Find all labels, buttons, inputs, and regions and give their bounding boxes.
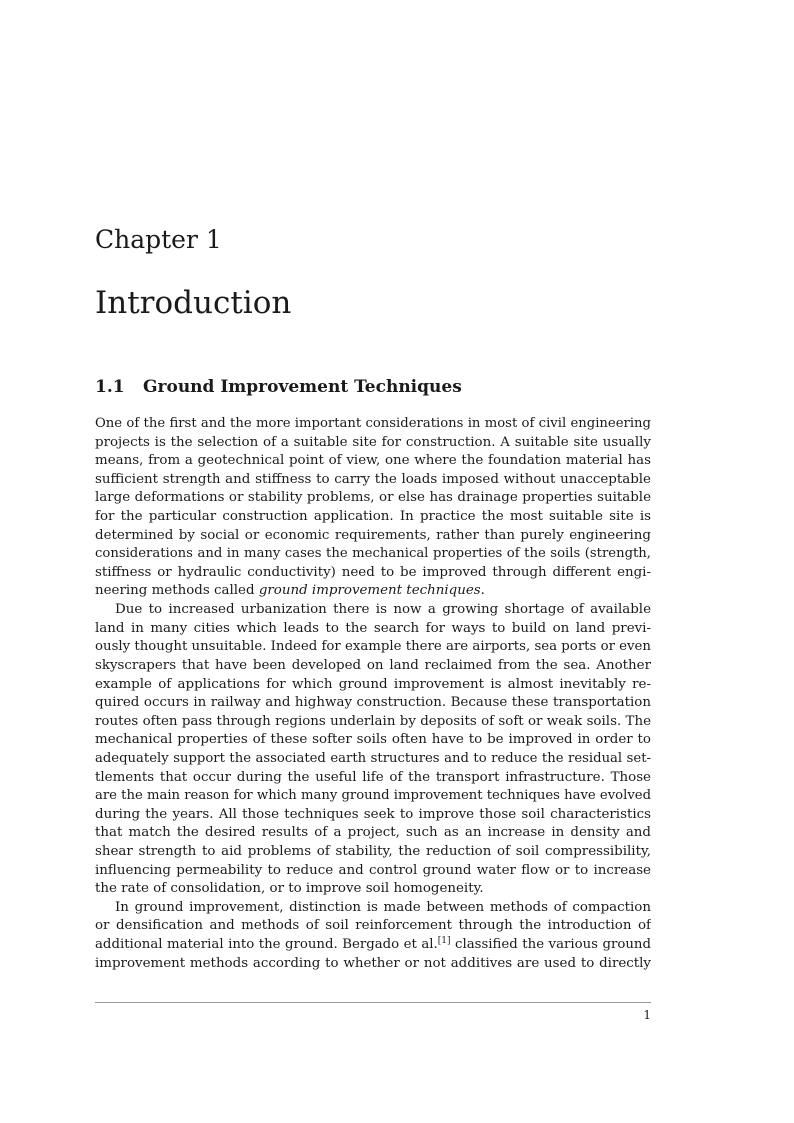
chapter-title: Introduction	[95, 285, 292, 321]
text-line: large deformations or stability problems, or else has drainage properties suitable	[95, 490, 651, 506]
citation-link[interactable]: [1]	[437, 936, 451, 947]
paragraph-1	[95, 415, 651, 601]
text-line: the rate of consolidation, or to improve soil homogeneity.	[95, 881, 484, 897]
text-line: are the main reason for which many ground improvement techniques have evolved	[95, 788, 651, 804]
text-line: determined by social or economic requirements, rather than purely engineering	[95, 527, 651, 543]
text-line: land in many cities which leads to the search for ways to build on land previ-	[95, 620, 651, 636]
text-run: classified the various ground	[450, 937, 651, 953]
text-line: during the years. All those techniques seek to improve those soil characteristics	[95, 806, 651, 822]
document-page	[95, 0, 651, 1123]
text-line: that match the desired results of a project, such as an increase in density and	[95, 825, 651, 841]
text-line: considerations and in many cases the mechanical properties of the soils (strength,	[95, 546, 651, 562]
text-line	[95, 582, 651, 601]
text-line: sufficient strength and stiffness to carry the loads imposed without unacceptable	[95, 471, 651, 487]
text-line	[95, 936, 651, 955]
text-line: tlements that occur during the useful life of the transport infrastructure. Those	[95, 769, 651, 785]
body-text	[95, 415, 651, 973]
text-line: In ground improvement, distinction is made between methods of compaction	[115, 899, 651, 915]
section-heading	[95, 375, 462, 399]
section-number: 1.1	[95, 377, 125, 397]
text-run: additional material into the ground. Bergado et al.	[95, 937, 438, 953]
text-line: One of the first and the more important considerations in most of civil engineering	[95, 416, 651, 431]
text-line: stiffness or hydraulic conductivity) need to be improved through different engi-	[95, 564, 651, 580]
chapter-label: Chapter 1	[95, 225, 222, 254]
text-line: skyscrapers that have been developed on land reclaimed from the sea. Another	[95, 657, 651, 673]
text-line: improvement methods according to whether or not additives are used to directly	[95, 955, 651, 971]
text-line: example of applications for which ground improvement is almost inevitably re-	[95, 676, 651, 692]
text-line: quired occurs in railway and highway construction. Because these transportation	[95, 695, 651, 711]
text-line: Due to increased urbanization there is now a growing shortage of available	[115, 602, 651, 618]
text-run: .	[480, 583, 485, 599]
text-line: shear strength to aid problems of stability, the reduction of soil compressibility,	[95, 844, 651, 860]
paragraph-3	[95, 899, 651, 973]
footer-divider	[95, 1002, 651, 1003]
text-line: for the particular construction application. In practice the most suitable site is	[95, 509, 651, 525]
text-line: influencing permeability to reduce and control ground water flow or to increase	[95, 862, 651, 878]
text-line: or densification and methods of soil reinforcement through the introduction of	[95, 918, 651, 934]
section-title: Ground Improvement Techniques	[143, 377, 462, 397]
text-line: projects is the selection of a suitable site for construction. A suitable site usually	[95, 434, 651, 450]
paragraph-2	[95, 601, 651, 899]
emphasized-term: ground improvement techniques	[258, 583, 481, 599]
page-number: 1	[643, 1008, 651, 1022]
text-line: adequately support the associated earth structures and to reduce the residual set-	[95, 750, 651, 766]
text-line: routes often pass through regions underlain by deposits of soft or weak soils. The	[95, 713, 651, 729]
text-line: mechanical properties of these softer soils often have to be improved in order to	[95, 732, 651, 748]
text-line: ously thought unsuitable. Indeed for example there are airports, sea ports or even	[95, 639, 651, 655]
text-line: means, from a geotechnical point of view, one where the foundation material has	[95, 453, 651, 469]
text-run: neering methods called	[95, 583, 259, 599]
